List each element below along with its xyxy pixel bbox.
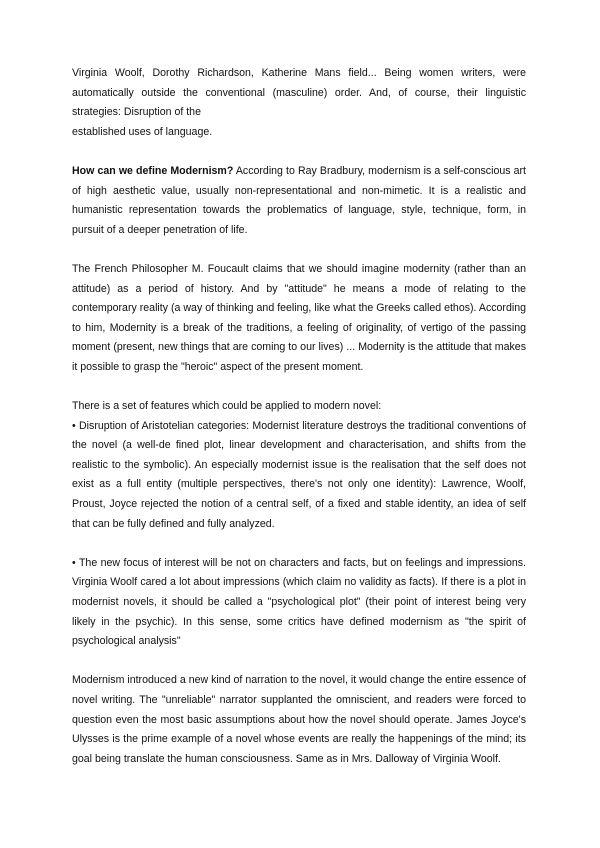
paragraph-narration — [72, 671, 526, 769]
paragraph-foucault — [72, 260, 526, 378]
features-bullet-aristotelian: Disruption of Aristotelian categories: Modernist literature destroys the traditional conventions of the novel (a well-de fined plot, linear development and characterisation, and shifts from the realistic to the symbolic). An especially modernist issue is the realisation that the self does not exist as a full entity (multiple perspectives, there's not only one identity): Lawrence, Woolf, Proust, Joyce rejected the notion of a central self, of a fixed and stable identity, an idea of self that can be fully defined and fully analyzed. — [72, 419, 526, 530]
document-page — [72, 64, 526, 789]
paragraph-features — [72, 397, 526, 534]
define-modernism-body: According to Ray Bradbury, modernism is a self-conscious art of high aesthetic value, usually non-representational and non-mimetic. It is a realistic and humanistic representation towards the problematics of language, style, technique, form, in pursuit of a deeper penetration of life. — [72, 164, 526, 236]
bullet-icon: • — [72, 419, 76, 432]
foucault-text: The French Philosopher M. Foucault claims that we should imagine modernity (rather than an attitude) as a period of history. And by "attitude" he means a mode of relating to the contemporary reality (a way of thinking and feeling, like what the Greeks called ethos). According to him, Modernity is a break of the traditions, a feeling of originality, of vertigo of the passing moment (present, new things that are coming to our lives) ... Modernity is the attitude that makes it possible to grasp the "heroic" aspect of the present moment. — [72, 262, 526, 373]
focus-of-interest-text: The new focus of interest will be not on characters and facts, but on feelings and impressions. Virginia Woolf cared a lot about impressions (which claim no validity as facts). If there is a plot in modernist novels, it should be called a "psychological plot" (their point of interest being very likely in the psychic). In this sense, some critics have defined modernism as "the spirit of psychological analysis" — [72, 556, 526, 648]
bullet-icon: • — [72, 556, 76, 569]
paragraph-focus-of-interest — [72, 554, 526, 652]
features-intro: There is a set of features which could be applied to modern novel: — [72, 400, 382, 413]
define-modernism-heading: How can we define Modernism? — [72, 164, 234, 177]
paragraph-women-writers-text: Virginia Woolf, Dorothy Richardson, Katherine Mans field... Being women writers, were automatically outside the conventional (masculine) order. And, of course, their linguistic strategies: Disruption of the — [72, 67, 526, 119]
paragraph-define-modernism — [72, 162, 526, 240]
narration-text: Modernism introduced a new kind of narration to the novel, it would change the entire essence of novel writing. The "unreliable" narrator supplanted the omniscient, and readers were forced to question even the most basic assumptions about how the novel should operate. James Joyce's Ulysses is the prime example of a novel whose events are really the happenings of the mind; its goal being translate the human consciousness. Same as in Mrs. Dalloway of Virginia Woolf. — [72, 674, 526, 765]
paragraph-women-writers — [72, 64, 526, 142]
paragraph-women-writers-tail: established uses of language. — [72, 125, 213, 138]
